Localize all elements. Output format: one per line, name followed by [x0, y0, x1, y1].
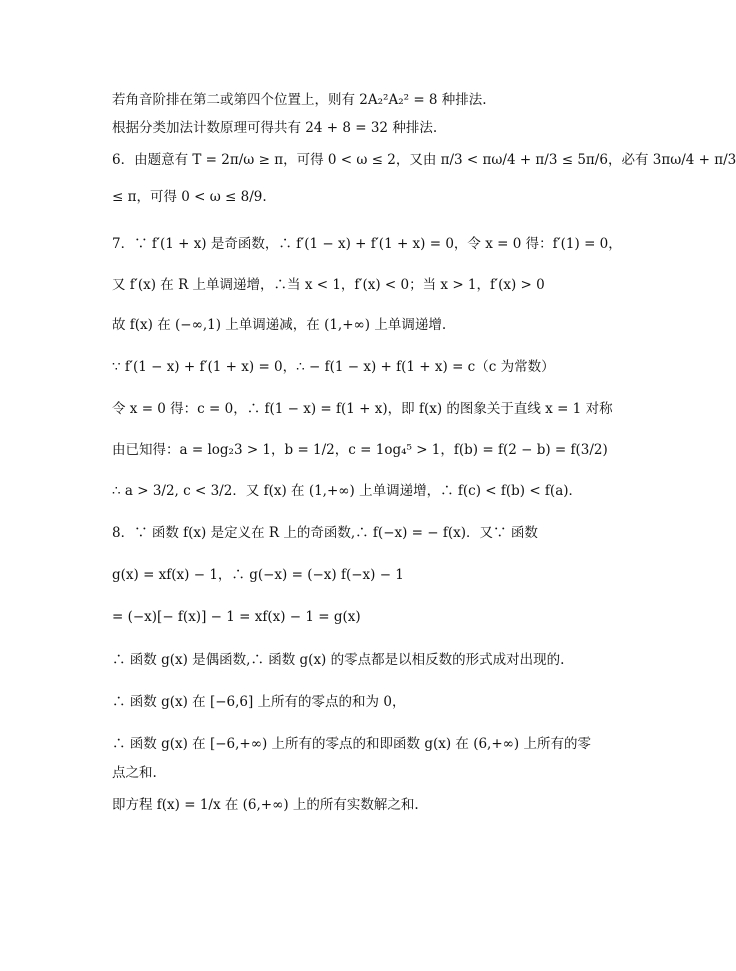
line-q7-part7: ∴ a > 3/2, c < 3/2．又 f(x) 在 (1,+∞) 上单调递增，∴ f(c) < f(b) < f(a)． — [112, 483, 583, 499]
line-jiaoyin-positions: 若角音阶排在第二或第四个位置上，则有 2A₂²A₂² = 8 种排法. — [112, 92, 487, 108]
line-q7-part1: 7．∵ f′(1 + x) 是奇函数，∴ f′(1 − x) + f′(1 + x) = 0，令 x = 0 得：f′(1) = 0， — [112, 236, 622, 252]
line-q6-part2: ≤ π，可得 0 < ω ≤ 8/9. — [112, 189, 267, 205]
line-q7-part4: ∵ f′(1 − x) + f′(1 + x) = 0，∴ − f(1 − x) + f(1 + x) = c（c 为常数） — [112, 359, 555, 375]
line-q7-part2: 又 f′(x) 在 R 上单调递增，∴当 x < 1，f′(x) < 0；当 x > 1，f′(x) > 0 — [112, 277, 545, 293]
line-q7-part6: 由已知得：a = log₂3 > 1，b = 1/2，c = 1og₄⁵ > 1，f(b) = f(2 − b) = f(3/2) — [112, 442, 608, 458]
line-q8-part3: = (−x)[− f(x)] − 1 = xf(x) − 1 = g(x) — [112, 609, 361, 625]
line-q8-part5: ∴ 函数 g(x) 在 [−6,6] 上所有的零点的和为 0， — [112, 694, 406, 710]
line-q6-part1: 6．由题意有 T = 2π/ω ≥ π，可得 0 < ω ≤ 2，又由 π/3 < πω/4 + π/3 ≤ 5π/6，必有 3πω/4 + π/3 — [112, 152, 736, 168]
line-q8-part8: 即方程 f(x) = 1/x 在 (6,+∞) 上的所有实数解之和. — [112, 797, 419, 813]
line-q8-part4: ∴ 函数 g(x) 是偶函数,∴ 函数 g(x) 的零点都是以相反数的形式成对出现的. — [112, 652, 565, 668]
line-q8-part2: g(x) = xf(x) − 1，∴ g(−x) = (−x) f(−x) − 1 — [112, 567, 404, 583]
line-q7-part3: 故 f(x) 在 (−∞,1) 上单调递减，在 (1,+∞) 上单调递增. — [112, 317, 447, 333]
line-q8-part7: 点之和. — [112, 765, 157, 781]
line-q8-part6: ∴ 函数 g(x) 在 [−6,+∞) 上所有的零点的和即函数 g(x) 在 (6,+∞) 上所有的零 — [112, 736, 591, 752]
line-q7-part5: 令 x = 0 得：c = 0，∴ f(1 − x) = f(1 + x)，即 f(x) 的图象关于直线 x = 1 对称 — [112, 401, 613, 417]
line-q8-part1: 8．∵ 函数 f(x) 是定义在 R 上的奇函数,∴ f(−x) = − f(x)．又∵ 函数 — [112, 525, 538, 541]
line-addition-principle: 根据分类加法计数原理可得共有 24 + 8 = 32 种排法. — [112, 120, 438, 136]
